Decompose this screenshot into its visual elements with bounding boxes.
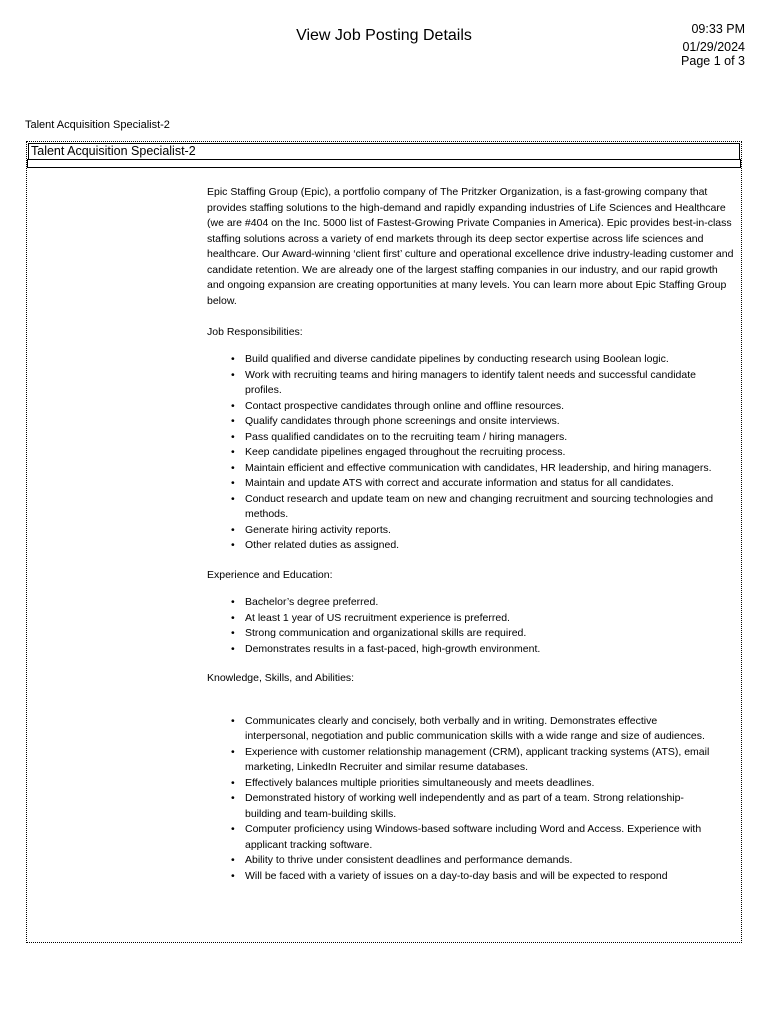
print-date: 01/29/2024 [682, 40, 745, 54]
responsibilities-heading: Job Responsibilities: [207, 325, 303, 338]
ksa-heading: Knowledge, Skills, and Abilities: [207, 672, 355, 684]
list-item: • Work with recruiting teams and hiring managers to identify talent needs and successful candidate profiles. [245, 368, 737, 399]
list-item: • Strong communication and organizational skills are required. [245, 626, 737, 642]
print-meta [681, 22, 745, 68]
page-title: View Job Posting Details [296, 27, 472, 44]
list-item: • Demonstrates results in a fast-paced, high-growth environment. [245, 642, 737, 658]
company-intro: Epic Staffing Group (Epic), a portfolio company of The Pritzker Organization, is a fast-growing company that provides staffing solutions to the high-demand and rapidly expanding industries of Life Sciences and Healthcare (we are #404 on the Inc. 5000 list of Fastest-Growing Private Companies in America). Epic provides best-in-class staffing solutions across a variety of end markets through its deep sector expertise across life sciences and healthcare. Our Award-winning ‘client first’ culture and operational excellence drive industry-leading customer and candidate retention. We are already one of the largest staffing companies in our industry, and our rapid growth and ongoing expansion are creating opportunities at many levels. You can learn more about Epic Staffing Group below. [207, 186, 734, 307]
page-number: Page 1 of 3 [681, 54, 745, 68]
responsibilities-list [207, 352, 737, 554]
job-details-divider [27, 159, 741, 168]
list-item: • Conduct research and update team on new and changing recruitment and sourcing technologies and methods. [245, 492, 737, 523]
list-item: • Bachelor’s degree preferred. [245, 595, 737, 611]
list-item: • Generate hiring activity reports. [245, 523, 737, 539]
ksa-list [207, 714, 737, 885]
list-item: • Contact prospective candidates through online and offline resources. [245, 399, 737, 415]
list-item: • Communicates clearly and concisely, both verbally and in writing. Demonstrates effective interpersonal, negotiation and public communication skills with a wide range and size of audiences. [245, 714, 737, 745]
list-item: • Other related duties as assigned. [245, 538, 737, 554]
list-item: • Keep candidate pipelines engaged throughout the recruiting process. [245, 445, 737, 461]
list-item: • Effectively balances multiple priorities simultaneously and meets deadlines. [245, 776, 737, 792]
list-item: • Pass qualified candidates on to the recruiting team / hiring managers. [245, 430, 737, 446]
list-item: • Build qualified and diverse candidate pipelines by conducting research using Boolean logic. [245, 352, 737, 368]
list-item: • At least 1 year of US recruitment experience is preferred. [245, 611, 737, 627]
list-item: • Ability to thrive under consistent deadlines and performance demands. [245, 853, 737, 869]
list-item: • Maintain efficient and effective communication with candidates, HR leadership, and hiring managers. [245, 461, 737, 477]
list-item: • Demonstrated history of working well independently and as part of a team. Strong relationship-building and team-building skills. [245, 791, 737, 822]
list-item: • Experience with customer relationship management (CRM), applicant tracking systems (ATS), email marketing, LinkedIn Recruiter and similar resume databases. [245, 745, 737, 776]
experience-heading: Experience and Education: [207, 568, 333, 581]
list-item: • Will be faced with a variety of issues on a day-to-day basis and will be expected to respond [245, 869, 737, 885]
job-details-header: Talent Acquisition Specialist-2 [28, 143, 740, 160]
list-item: • Computer proficiency using Windows-based software including Word and Access. Experience with applicant tracking software. [245, 822, 737, 853]
print-time: 09:33 PM [691, 22, 745, 36]
list-item: • Qualify candidates through phone screenings and onsite interviews. [245, 414, 737, 430]
experience-list [207, 595, 737, 657]
list-item: • Maintain and update ATS with correct and accurate information and status for all candidates. [245, 476, 737, 492]
job-description [207, 185, 737, 898]
job-posting-label: Talent Acquisition Specialist-2 [25, 119, 170, 131]
